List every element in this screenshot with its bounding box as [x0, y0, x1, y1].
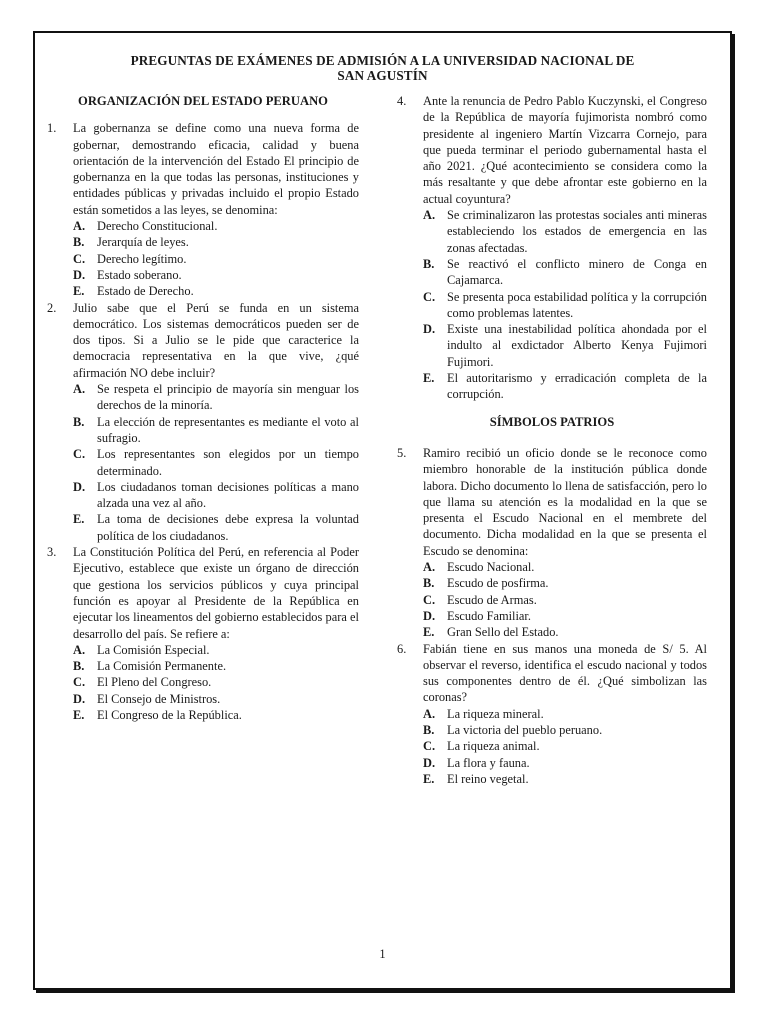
- document-title: [35, 53, 730, 83]
- question: [47, 544, 359, 642]
- answer-option: [73, 658, 359, 674]
- section-heading: ORGANIZACIÓN DEL ESTADO PERUANO: [78, 94, 328, 108]
- answer-option: [73, 691, 359, 707]
- answer-options: [423, 706, 707, 787]
- option-letter: D.: [423, 608, 436, 623]
- option-letter: C.: [423, 289, 436, 304]
- answer-option: [423, 289, 707, 322]
- option-letter: B.: [423, 256, 435, 271]
- option-text: La Comisión Especial.: [97, 642, 210, 657]
- option-letter: B.: [423, 576, 435, 591]
- answer-option: [423, 256, 707, 289]
- option-text: Derecho Constitucional.: [97, 219, 218, 234]
- answer-option: [423, 771, 707, 787]
- option-letter: C.: [423, 739, 436, 754]
- answer-option: [423, 321, 707, 370]
- answer-option: [73, 381, 359, 414]
- option-text: Se reactivó el conflicto minero de Conga en Cajamarca.: [447, 256, 707, 288]
- answer-options: [73, 642, 359, 723]
- question: [47, 120, 359, 218]
- option-letter: A.: [73, 219, 86, 234]
- answer-option: [73, 283, 359, 299]
- question-block: [47, 120, 359, 299]
- option-text: Derecho legítimo.: [97, 251, 187, 266]
- option-letter: E.: [73, 284, 85, 299]
- answer-option: [73, 218, 359, 234]
- page-number: 1: [379, 947, 386, 961]
- option-letter: A.: [423, 560, 436, 575]
- exam-page: [33, 31, 732, 990]
- right-column: [397, 93, 707, 787]
- question-block: [397, 445, 707, 641]
- answer-option: [423, 592, 707, 608]
- question: [397, 93, 707, 207]
- answer-option: [423, 207, 707, 256]
- option-letter: E.: [423, 625, 435, 640]
- section-heading: SÍMBOLOS PATRIOS: [489, 414, 615, 429]
- question-block: [397, 641, 707, 788]
- question: [47, 300, 359, 381]
- title-line-2: SAN AGUSTÍN: [337, 68, 428, 83]
- option-letter: D.: [423, 755, 436, 770]
- option-letter: A.: [73, 642, 86, 657]
- answer-option: [423, 706, 707, 722]
- question-number: 4.: [397, 94, 407, 108]
- option-text: Escudo de Armas.: [447, 592, 537, 607]
- option-text: Jerarquía de leyes.: [97, 235, 189, 250]
- left-column: [47, 93, 359, 723]
- option-text: Escudo Nacional.: [447, 560, 535, 575]
- question-number: 6.: [397, 641, 407, 656]
- option-letter: D.: [423, 322, 436, 337]
- answer-option: [423, 559, 707, 575]
- option-text: Existe una inestabilidad política ahondada por el indulto al exdictador Alberto Kenya Fujimori Fujimori.: [447, 322, 707, 369]
- option-text: Los representantes son elegidos por un tiempo determinado.: [97, 447, 359, 478]
- answer-option: [423, 608, 707, 624]
- answer-options: [73, 381, 359, 544]
- option-text: El autoritarismo y erradicación completa de la corrupción.: [447, 371, 707, 402]
- option-text: Los ciudadanos toman decisiones políticas a mano alzada una vez al año.: [97, 479, 359, 511]
- answer-option: [423, 575, 707, 591]
- option-letter: E.: [423, 371, 435, 386]
- option-text: Gran Sello del Estado.: [447, 625, 559, 640]
- option-text: Estado soberano.: [97, 267, 182, 282]
- answer-option: [423, 738, 707, 754]
- answer-option: [73, 511, 359, 544]
- option-text: El Pleno del Congreso.: [97, 675, 212, 690]
- option-letter: A.: [73, 382, 86, 397]
- option-letter: D.: [73, 479, 86, 494]
- question-number: 1.: [47, 121, 57, 136]
- question-text: Ramiro recibió un oficio donde se le reconoce como miembro honorable de la institución pública donde labora. Dicho documento lo llena de satisfacción, pero lo que llama su atención es la modalidad en la que se presenta el Escudo Nacional en el membrete del documento. Dicha modalidad en la que se presenta el Escudo se denomina:: [423, 445, 707, 558]
- answer-options: [423, 559, 707, 640]
- option-text: La victoria del pueblo peruano.: [447, 722, 603, 737]
- option-text: Escudo de posfirma.: [447, 576, 549, 591]
- answer-option: [73, 479, 359, 512]
- question-number: 2.: [47, 300, 57, 315]
- answer-option: [73, 414, 359, 447]
- option-text: El Consejo de Ministros.: [97, 691, 221, 706]
- answer-option: [423, 624, 707, 640]
- question-block: [397, 93, 707, 403]
- question-number: 5.: [397, 445, 407, 460]
- option-text: La riqueza mineral.: [447, 706, 544, 721]
- question-text: La gobernanza se define como una nueva forma de gobernar, demostrando eficacia, calidad y buena orientación de la intervención del Estado El principio de gobernanza en la que todas las personas, instituciones y entidades públicas y privadas incluido el propio Estado están sometidos a las leyes, se denomina:: [73, 121, 359, 217]
- option-letter: E.: [73, 707, 85, 722]
- answer-option: [73, 674, 359, 690]
- option-text: Se respeta el principio de mayoría sin menguar los derechos de la minoría.: [97, 382, 359, 413]
- question-text: La Constitución Política del Perú, en referencia al Poder Ejecutivo, establece que existe un órgano de dirección que gestiona los servicios públicos y cuya principal función es apoyar al Presidente de la República en ejecutar los lineamentos del gobierno establecidos para el desarrollo del país. Se refiere a:: [73, 545, 359, 641]
- option-text: La elección de representantes es mediante el voto al sufragio.: [97, 414, 359, 445]
- option-letter: B.: [423, 722, 435, 737]
- option-letter: E.: [423, 771, 435, 786]
- option-text: La Comisión Permanente.: [97, 659, 227, 674]
- option-text: La riqueza animal.: [447, 739, 540, 754]
- option-letter: A.: [423, 706, 436, 721]
- option-letter: D.: [73, 691, 86, 706]
- answer-option: [73, 446, 359, 479]
- option-letter: C.: [73, 675, 86, 690]
- answer-option: [73, 642, 359, 658]
- question-block: [47, 544, 359, 723]
- question-text: Fabián tiene en sus manos una moneda de S/ 5. Al observar el reverso, identifica el escudo nacional y todos sus componentes dentro de él. ¿Qué simbolizan las coronas?: [423, 641, 707, 705]
- answer-option: [423, 370, 707, 403]
- answer-option: [73, 234, 359, 250]
- title-line-1: PREGUNTAS DE EXÁMENES DE ADMISIÓN A LA UNIVERSIDAD NACIONAL DE: [130, 53, 635, 68]
- option-letter: B.: [73, 414, 85, 429]
- answer-option: [423, 722, 707, 738]
- answer-option: [73, 707, 359, 723]
- answer-option: [73, 267, 359, 283]
- answer-option: [423, 755, 707, 771]
- option-letter: B.: [73, 235, 85, 250]
- option-text: Se presenta poca estabilidad política y la corrupción como problemas latentes.: [447, 289, 707, 320]
- option-letter: E.: [73, 512, 85, 527]
- option-text: La toma de decisiones debe expresa la voluntad política de los ciudadanos.: [97, 512, 359, 543]
- option-text: Se criminalizaron las protestas sociales anti mineras estableciendo los estados de emergencia en las zonas afectadas.: [447, 208, 707, 255]
- question: [397, 641, 707, 706]
- answer-option: [73, 251, 359, 267]
- question-text: Ante la renuncia de Pedro Pablo Kuczynski, el Congreso de la República de mayoría fujimorista nombró como presidente al ingeniero Martín Vizcarra Cornejo, para que pueda terminar el periodo gubernamental hasta el año 2021. ¿Qué acontecimiento se considera como la más resaltante y que debe afrontar este gobierno en la actual coyuntura?: [423, 94, 707, 206]
- option-letter: B.: [73, 659, 85, 674]
- option-letter: C.: [73, 447, 86, 462]
- option-text: Estado de Derecho.: [97, 284, 194, 299]
- option-letter: A.: [423, 208, 436, 223]
- answer-options: [73, 218, 359, 299]
- option-text: El reino vegetal.: [447, 771, 529, 786]
- option-letter: D.: [73, 267, 86, 282]
- option-text: Escudo Familiar.: [447, 608, 531, 623]
- answer-options: [423, 207, 707, 403]
- question-block: [47, 300, 359, 544]
- question-text: Julio sabe que el Perú se funda en un sistema democrático. Los sistemas democráticos pueden ser de dos tipos. Si a Julio se le pide que caracterice la democracia representativa en la que vive, ¿qué afirmación NO debe incluir?: [73, 300, 359, 380]
- option-letter: C.: [423, 592, 436, 607]
- question: [397, 445, 707, 559]
- option-text: La flora y fauna.: [447, 755, 530, 770]
- question-number: 3.: [47, 545, 57, 560]
- option-text: El Congreso de la República.: [97, 707, 242, 722]
- option-letter: C.: [73, 251, 86, 266]
